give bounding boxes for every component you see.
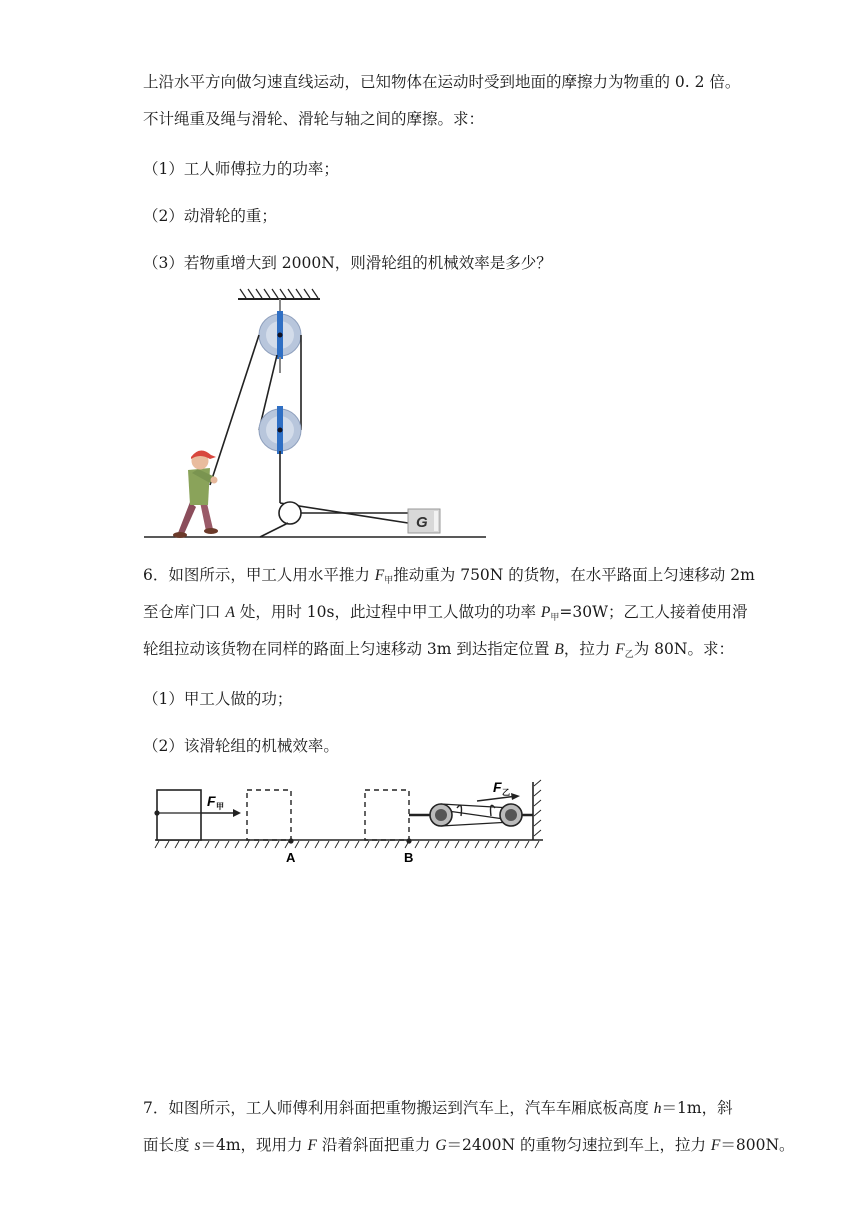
fixed-pulley-icon — [500, 804, 522, 826]
q6-text-line-2: 至仓库门口 A 处，用时 10s，此过程中甲工人做功的功率 $P_甲=30W$；乙工人接着使用滑 — [143, 603, 748, 623]
label-point-b: B — [404, 850, 414, 865]
movable-pulley-icon — [259, 406, 301, 454]
q6-subquestion-2: （2）该滑轮组的机械效率。 — [143, 737, 339, 755]
fixed-pulley-icon — [259, 311, 301, 359]
q6-text-line-1: 6．如图所示，甲工人用水平推力 $F_甲$推动重为 750N 的货物，在水平路面上匀速移动 2m — [143, 566, 755, 586]
q5-text-line-1: 上沿水平方向做匀速直线运动，已知物体在运动时受到地面的摩擦力为物重的 0. 2 倍。 — [143, 73, 741, 91]
worker-icon — [173, 450, 218, 538]
q7-text-line-1: 7．如图所示，工人师傅利用斜面把重物搬运到汽车上，汽车车厢底板高度 h＝1m，斜 — [143, 1099, 733, 1117]
label-f-yi-sub: 乙 — [502, 787, 510, 797]
pulley-worker-figure — [140, 285, 490, 540]
q7-text-line-2: 面长度 s＝4m，现用力 F 沿着斜面把重力 G＝2400N 的重物匀速拉到车上，拉力 F＝800N。 — [143, 1136, 795, 1154]
cargo-box-at-b — [365, 790, 409, 840]
q6-subquestion-1: （1）甲工人做的功； — [143, 690, 293, 708]
guide-wheel-icon — [279, 502, 301, 524]
q5-subquestion-3: （3）若物重增大到 2000N，则滑轮组的机械效率是多少？ — [143, 254, 552, 272]
weight-block-g — [408, 509, 440, 533]
q5-subquestion-2: （2）动滑轮的重； — [143, 207, 277, 225]
label-f-jia-sub: 甲 — [216, 801, 224, 811]
movable-pulley-icon — [430, 804, 452, 826]
label-point-a: A — [286, 850, 296, 865]
horizontal-pulley-figure — [145, 770, 550, 870]
label-f-jia: F — [207, 793, 216, 809]
q6-text-line-3: 轮组拉动该货物在同样的路面上匀速移动 3m 到达指定位置 B，拉力 $F_乙$为 80N。求： — [143, 640, 734, 660]
q5-subquestion-1: （1）工人师傅拉力的功率； — [143, 160, 339, 178]
cargo-box-start — [157, 790, 201, 840]
label-f-yi: F — [493, 779, 502, 795]
cargo-box-at-a — [247, 790, 291, 840]
q5-text-line-2: 不计绳重及绳与滑轮、滑轮与轴之间的摩擦。求： — [143, 110, 485, 128]
weight-label: G — [416, 514, 428, 531]
